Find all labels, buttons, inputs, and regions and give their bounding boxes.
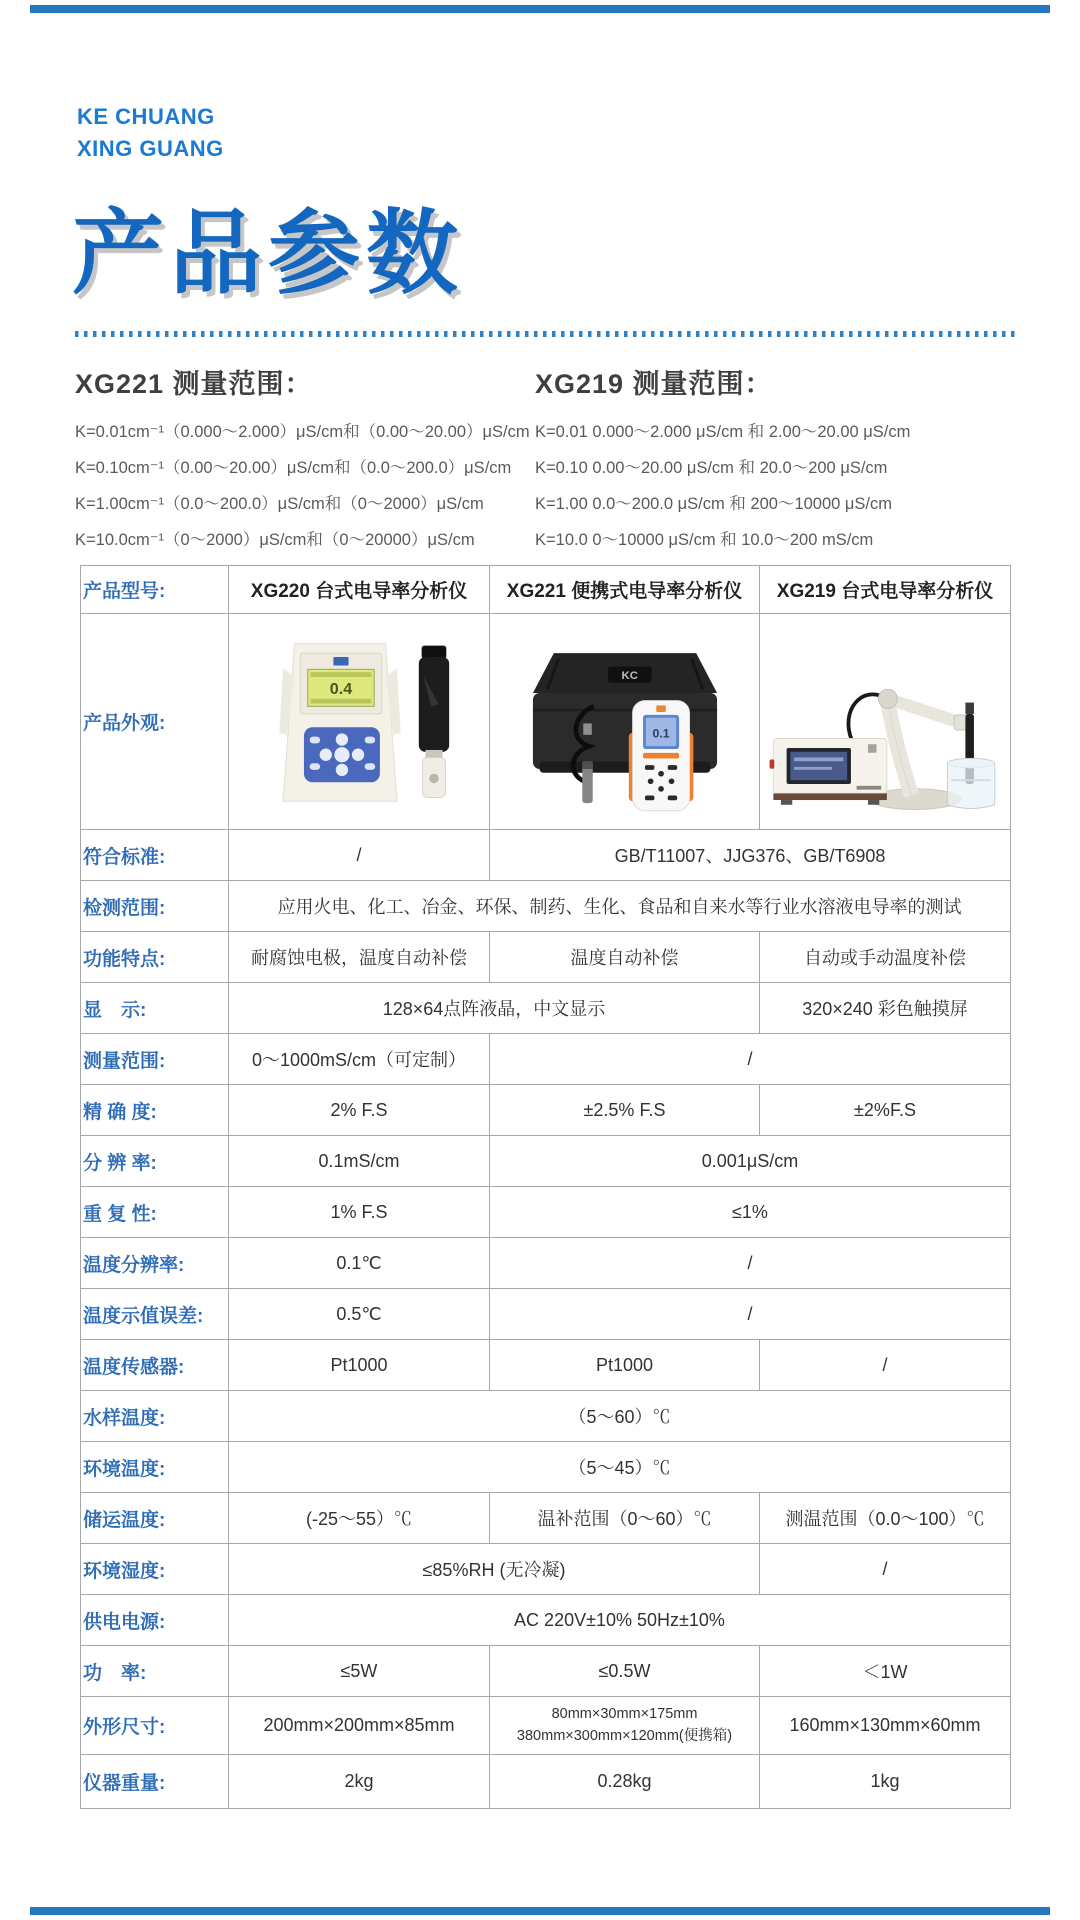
cell-value: 200mm×200mm×85mm — [229, 1697, 490, 1755]
cell-value: 128×64点阵液晶，中文显示 — [229, 983, 760, 1034]
row-label: 温度传感器: — [81, 1340, 229, 1391]
cell-value: 耐腐蚀电极，温度自动补偿 — [229, 932, 490, 983]
cell-value: 320×240 彩色触摸屏 — [760, 983, 1011, 1034]
table-row-display — [81, 983, 1011, 1034]
table-row-measure-range — [81, 1034, 1011, 1085]
xg219-range-line: K=0.01 0.000～2.000 μS/cm 和 2.00～20.00 μS/cm — [535, 423, 911, 441]
table-row-repeatability — [81, 1187, 1011, 1238]
xg221-range-block — [75, 362, 535, 558]
cell-value: 0.1℃ — [229, 1238, 490, 1289]
row-label: 功 率: — [81, 1646, 229, 1697]
row-label: 显 示: — [81, 983, 229, 1034]
cell-value: 160mm×130mm×60mm — [760, 1697, 1011, 1755]
measure-range-section — [75, 362, 1020, 558]
xg221-image-cell — [490, 614, 760, 830]
table-row-features — [81, 932, 1011, 983]
top-accent-bar — [30, 5, 1050, 13]
spec-table — [80, 565, 1011, 1809]
table-row-ambient-temp — [81, 1442, 1011, 1493]
dimension-line: 380mm×300mm×120mm(便携箱) — [516, 1727, 733, 1744]
xg220-screen-value: 0.4 — [329, 679, 353, 698]
row-label: 功能特点: — [81, 932, 229, 983]
table-row-sample-temp — [81, 1391, 1011, 1442]
cell-value: 测温范围（0.0～100）℃ — [760, 1493, 1011, 1544]
row-label: 温度示值误差: — [81, 1289, 229, 1340]
table-row-dimensions — [81, 1697, 1011, 1755]
table-row-header — [81, 566, 1011, 614]
cell-value: 0.5℃ — [229, 1289, 490, 1340]
row-label: 供电电源: — [81, 1595, 229, 1646]
row-label: 环境温度: — [81, 1442, 229, 1493]
row-label: 符合标准: — [81, 830, 229, 881]
cell-value: 0.001μS/cm — [490, 1136, 1011, 1187]
cell-value: 1% F.S — [229, 1187, 490, 1238]
xg221-range-line: K=0.01cm⁻¹（0.000～2.000）μS/cm和（0.00～20.00）μS/cm — [75, 423, 530, 441]
row-label: 水样温度: — [81, 1391, 229, 1442]
xg219-range-line: K=10.0 0～10000 μS/cm 和 10.0～200 mS/cm — [535, 531, 874, 549]
cell-value: 自动或手动温度补偿 — [760, 932, 1011, 983]
row-label: 检测范围: — [81, 881, 229, 932]
table-row-temp-resolution — [81, 1238, 1011, 1289]
xg219-range-heading: XG219 测量范围： — [535, 369, 773, 399]
xg221-range-line: K=0.10cm⁻¹（0.00～20.00）μS/cm和（0.0～200.0）μS/cm — [75, 459, 512, 477]
brand-line1: KE CHUANG — [77, 104, 215, 129]
cell-value: GB/T11007、JJG376、GB/T6908 — [490, 830, 1011, 881]
cell-value: / — [490, 1034, 1011, 1085]
cell-value: ±2%F.S — [760, 1085, 1011, 1136]
cell-value: ≤5W — [229, 1646, 490, 1697]
cell-value: 0.28kg — [490, 1755, 760, 1809]
row-label: 外形尺寸: — [81, 1697, 229, 1755]
cell-value: / — [490, 1289, 1011, 1340]
row-label: 重 复 性: — [81, 1187, 229, 1238]
cell-value — [490, 1697, 760, 1755]
cell-value: ≤1% — [490, 1187, 1011, 1238]
xg221-screen-value: 0.1 — [651, 726, 670, 741]
table-row-storage-temp — [81, 1493, 1011, 1544]
xg221-product-image — [497, 619, 753, 824]
bottom-accent-bar — [30, 1907, 1050, 1915]
table-row-power — [81, 1646, 1011, 1697]
table-row-accuracy — [81, 1085, 1011, 1136]
cell-value: ≤85%RH (无冷凝) — [229, 1544, 760, 1595]
xg220-image-cell — [229, 614, 490, 830]
xg221-case-logo: KC — [621, 669, 638, 682]
row-label: 精 确 度: — [81, 1085, 229, 1136]
cell-value: AC 220V±10% 50Hz±10% — [229, 1595, 1011, 1646]
row-label: 储运温度: — [81, 1493, 229, 1544]
product-name-xg219: XG219 台式电导率分析仪 — [760, 566, 1011, 614]
cell-value: 0～1000mS/cm（可定制） — [229, 1034, 490, 1085]
cell-value: 温度自动补偿 — [490, 932, 760, 983]
table-row-weight — [81, 1755, 1011, 1809]
cell-value: / — [229, 830, 490, 881]
dimension-line: 80mm×30mm×175mm — [551, 1706, 698, 1723]
cell-value: Pt1000 — [490, 1340, 760, 1391]
row-label: 环境湿度: — [81, 1544, 229, 1595]
cell-value: 应用火电、化工、冶金、环保、制药、生化、食品和自来水等行业水溶液电导率的测试 — [229, 881, 1011, 932]
cell-value: ≤0.5W — [490, 1646, 760, 1697]
row-label: 测量范围: — [81, 1034, 229, 1085]
table-row-power-supply — [81, 1595, 1011, 1646]
xg219-range-line: K=1.00 0.0～200.0 μS/cm 和 200～10000 μS/cm — [535, 495, 892, 513]
brand-line2: XING GUANG — [77, 136, 224, 161]
xg221-range-line: K=1.00cm⁻¹（0.0～200.0）μS/cm和（0～2000）μS/cm — [75, 495, 484, 513]
cell-value: 1kg — [760, 1755, 1011, 1809]
xg219-image-cell — [760, 614, 1011, 830]
dotted-divider — [75, 331, 1015, 337]
xg219-range-block — [535, 362, 1020, 558]
cell-value: （5～45）℃ — [229, 1442, 1011, 1493]
row-label: 产品外观: — [81, 614, 229, 830]
row-label: 产品型号: — [81, 566, 229, 614]
product-name-xg221: XG221 便携式电导率分析仪 — [490, 566, 760, 614]
brand-text — [77, 101, 224, 165]
cell-value: (-25～55）℃ — [229, 1493, 490, 1544]
xg221-range-heading: XG221 测量范围： — [75, 369, 313, 399]
table-row-standard — [81, 830, 1011, 881]
cell-value: （5～60）℃ — [229, 1391, 1011, 1442]
row-label: 分 辨 率: — [81, 1136, 229, 1187]
product-name-xg220: XG220 台式电导率分析仪 — [229, 566, 490, 614]
cell-value: Pt1000 — [229, 1340, 490, 1391]
page-title: 产品参数 — [72, 203, 465, 305]
row-label: 温度分辨率: — [81, 1238, 229, 1289]
cell-value: 2kg — [229, 1755, 490, 1809]
table-row-appearance — [81, 614, 1011, 830]
row-label: 仪器重量: — [81, 1755, 229, 1809]
cell-value: 2% F.S — [229, 1085, 490, 1136]
xg219-product-image — [762, 619, 1008, 824]
xg219-range-line: K=0.10 0.00～20.00 μS/cm 和 20.0～200 μS/cm — [535, 459, 888, 477]
table-row-resolution — [81, 1136, 1011, 1187]
cell-value: / — [490, 1238, 1011, 1289]
xg221-range-line: K=10.0cm⁻¹（0～2000）μS/cm和（0～20000）μS/cm — [75, 531, 475, 549]
table-row-temp-sensor — [81, 1340, 1011, 1391]
cell-value: / — [760, 1340, 1011, 1391]
cell-value: / — [760, 1544, 1011, 1595]
cell-value: 温补范围（0～60）℃ — [490, 1493, 760, 1544]
table-row-scope — [81, 881, 1011, 932]
table-row-temp-error — [81, 1289, 1011, 1340]
cell-value: ±2.5% F.S — [490, 1085, 760, 1136]
xg220-product-image — [234, 619, 484, 824]
cell-value: ＜1W — [760, 1646, 1011, 1697]
table-row-humidity — [81, 1544, 1011, 1595]
cell-value: 0.1mS/cm — [229, 1136, 490, 1187]
